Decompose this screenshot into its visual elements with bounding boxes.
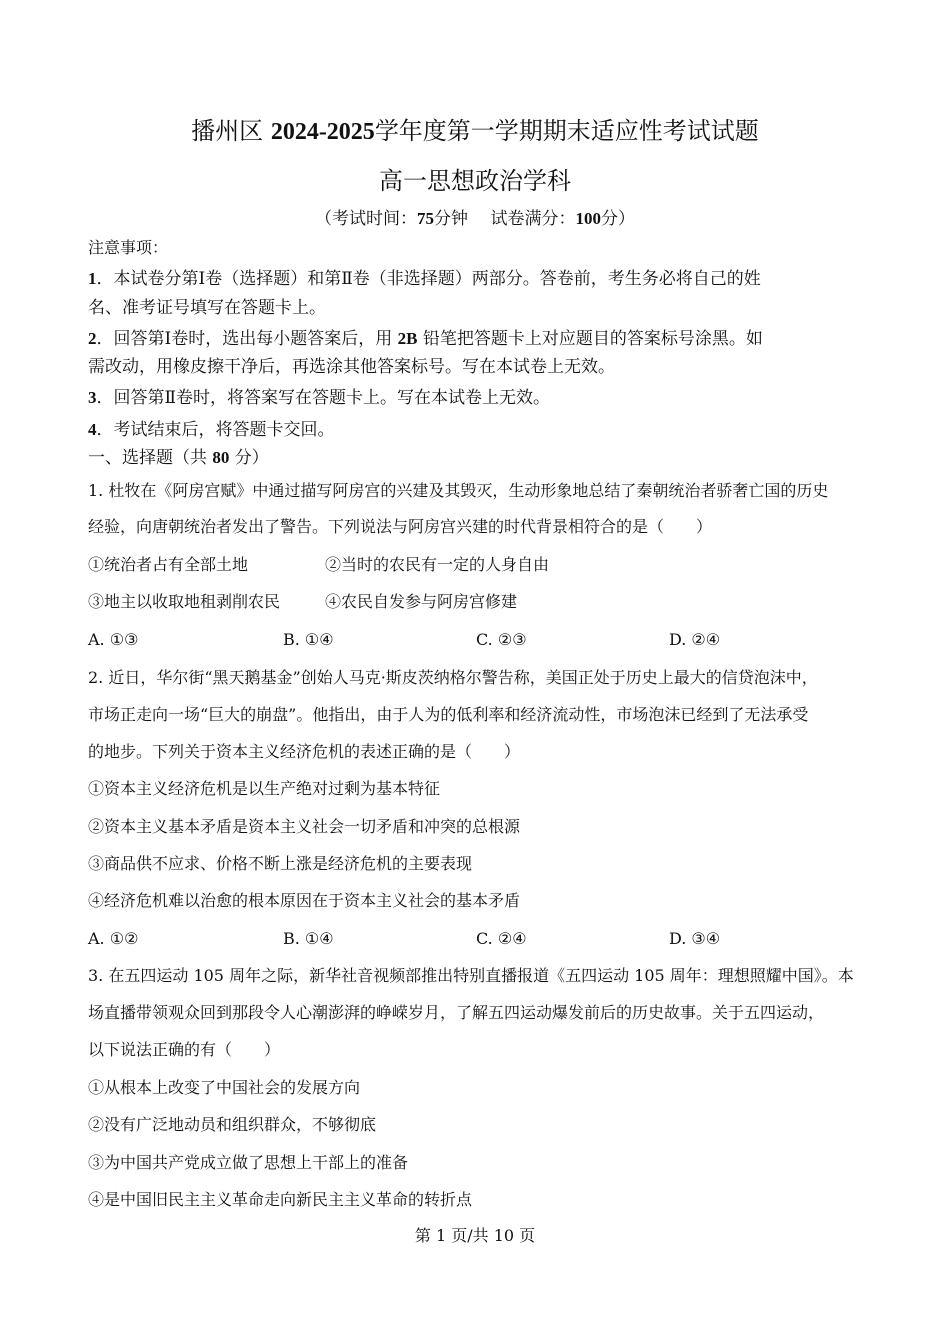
item-number: 3 <box>88 388 97 407</box>
statement: ①资本主义经济危机是以生产绝对过剩为基本特征 <box>88 779 441 798</box>
question-2-stem: 的地步。下列关于资本主义经济危机的表述正确的是（ ） <box>88 742 521 761</box>
option-a: A. ①② <box>88 929 139 948</box>
title-text: 学年度第一学期期末适应性考试试题 <box>374 117 759 145</box>
option-c: C. ②③ <box>476 630 527 649</box>
info-text: 分） <box>600 209 635 229</box>
notice-item-1 <box>88 269 761 289</box>
exam-info <box>0 209 950 229</box>
statement: ③地主以收取地租剥削农民 <box>88 592 281 611</box>
notice-heading: 注意事项： <box>88 238 169 257</box>
statement: ②资本主义基本矛盾是资本主义社会一切矛盾和冲突的总根源 <box>88 817 521 836</box>
exam-subtitle: 高一思想政治学科 <box>379 167 571 195</box>
exam-title <box>0 116 950 147</box>
item-text: ．回答第Ⅰ卷时，选出每小题答案后，用 <box>96 329 398 349</box>
notice-item-3 <box>88 388 550 408</box>
notice-item-1-cont: 名、准考证号填写在答题卡上。 <box>88 298 326 318</box>
statement: ④是中国旧民主主义革命走向新民主主义革命的转折点 <box>88 1190 473 1209</box>
statement: ④经济危机难以治愈的根本原因在于资本主义社会的基本矛盾 <box>88 891 521 910</box>
option-b: B. ①④ <box>283 630 334 649</box>
option-a: A. ①③ <box>88 630 139 649</box>
question-1-stem: 经验，向唐朝统治者发出了警告。下列说法与阿房宫兴建的时代背景相符合的是（ ） <box>88 517 713 536</box>
item-text: ．本试卷分第Ⅰ卷（选择题）和第Ⅱ卷（非选择题）两部分。答卷前，考生务必将自己的姓 <box>96 269 761 289</box>
option-b: B. ①④ <box>283 929 334 948</box>
info-text: 分钟 试卷满分： <box>434 209 576 229</box>
item-text: ．回答第Ⅱ卷时，将答案写在答题卡上。写在本试卷上无效。 <box>96 388 551 408</box>
question-3-stem: 3. 在五四运动 105 周年之际，新华社音视频部推出特别直播报道《五四运动 105 周年：理想照耀中国》。本 <box>88 966 854 985</box>
statement: ④农民自发参与阿房宫修建 <box>325 592 518 611</box>
option-d: D. ③④ <box>669 929 721 948</box>
title-text: 播州区 <box>191 117 271 145</box>
statement: ②没有广泛地动员和组织群众，不够彻底 <box>88 1115 377 1134</box>
statement: ③为中国共产党成立做了思想上干部上的准备 <box>88 1153 409 1172</box>
pencil-type: 2B <box>397 329 418 348</box>
item-number: 2 <box>88 329 97 348</box>
item-number: 4 <box>88 420 97 439</box>
info-text: （考试时间： <box>315 209 418 229</box>
exam-time: 75 <box>417 209 435 228</box>
statement: ①从根本上改变了中国社会的发展方向 <box>88 1078 361 1097</box>
section-text: 分） <box>229 448 269 468</box>
section-heading <box>88 448 269 468</box>
question-2-stem: 市场正走向一场“巨大的崩盘”。他指出，由于人为的低利率和经济流动性，市场泡沫已经到了无法承受 <box>88 705 809 724</box>
statement: ②当时的农民有一定的人身自由 <box>325 555 550 574</box>
notice-item-2 <box>88 329 763 349</box>
option-d: D. ②④ <box>669 630 721 649</box>
option-c: C. ②④ <box>476 929 527 948</box>
statement: ③商品供不应求、价格不断上涨是经济危机的主要表现 <box>88 854 473 873</box>
section-text: 一、选择题（共 <box>88 448 213 468</box>
statement: ①统治者占有全部土地 <box>88 555 249 574</box>
page-footer: 第 1 页/共 10 页 <box>414 1226 536 1245</box>
item-text: 铅笔把答题卡上对应题目的答案标号涂黑。如 <box>417 329 763 349</box>
question-3-stem: 以下说法正确的有（ ） <box>88 1040 281 1059</box>
notice-item-2-cont: 需改动，用橡皮擦干净后，再选涂其他答案标号。写在本试卷上无效。 <box>88 357 615 377</box>
question-1-stem: 1. 杜牧在《阿房宫赋》中通过描写阿房宫的兴建及其毁灭，生动形象地总结了秦朝统治者骄奢亡国的历史 <box>88 481 829 500</box>
exam-score: 100 <box>575 209 601 228</box>
title-year: 2024-2025 <box>270 119 375 145</box>
question-2-stem: 2. 近日，华尔街“黑天鹅基金”创始人马克·斯皮茨纳格尔警告称，美国正处于历史上最大的信贷泡沫中， <box>88 668 818 687</box>
section-points: 80 <box>212 448 230 467</box>
item-number: 1 <box>88 269 97 288</box>
question-3-stem: 场直播带领观众回到那段令人心潮澎湃的峥嵘岁月，了解五四运动爆发前后的历史故事。关于五四运动， <box>88 1003 825 1022</box>
notice-item-4 <box>88 420 335 440</box>
item-text: ．考试结束后，将答题卡交回。 <box>96 420 335 440</box>
